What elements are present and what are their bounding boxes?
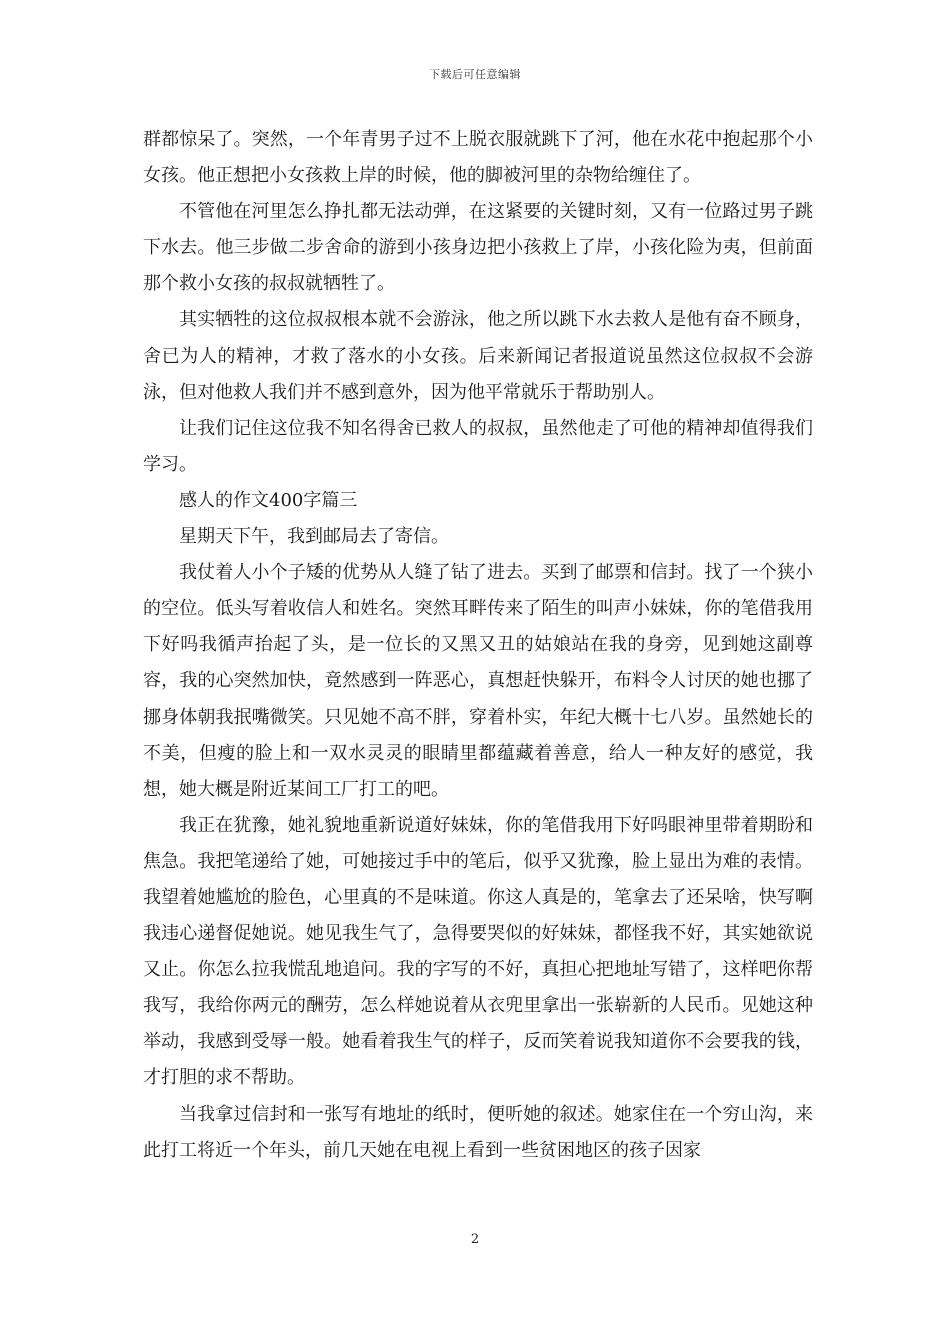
paragraph: 当我拿过信封和一张写有地址的纸时，便听她的叙述。她家住在一个穷山沟，来此打工将近一个年头，前几天她在电视上看到一些贫困地区的孩子因家	[143, 1103, 813, 1161]
page-header: 下载后可任意编辑	[429, 68, 521, 81]
page-number: 2	[470, 1232, 480, 1247]
document-body	[143, 122, 813, 1169]
paragraph: 让我们记住这位我不知名得舍已救人的叔叔，虽然他走了可他的精神却值得我们学习。	[143, 417, 813, 475]
paragraph: 群都惊呆了。突然，一个年青男子过不上脱衣服就跳下了河，他在水花中抱起那个小女孩。他正想把小女孩救上岸的时候，他的脚被河里的杂物给缠住了。	[143, 129, 813, 187]
paragraph: 不管他在河里怎么挣扎都无法动弹，在这紧要的关键时刻，又有一位路过男子跳下水去。他三步做二步舍命的游到小孩身边把小孩救上了岸，小孩化险为夷，但前面那个救小女孩的叔叔就牺牲了。	[143, 201, 813, 295]
paragraph: 我仗着人小个子矮的优势从人缝了钻了进去。买到了邮票和信封。找了一个狭小的空位。低头写着收信人和姓名。突然耳畔传来了陌生的叫声小妹妹，你的笔借我用下好吗我循声抬起了头，是一位长的又黑又丑的姑娘站在我的身旁，见到她这副尊容，我的心突然加快，竟然感到一阵恶心，真想赶快躲开，布料令人讨厌的她也挪了挪身体朝我抿嘴微笑。只见她不高不胖，穿着朴实，年纪大概十七八岁。虽然她长的不美，但瘦的脸上和一双水灵灵的眼睛里都蕴藏着善意，给人一种友好的感觉，我想，她大概是附近某间工厂打工的吧。	[143, 562, 813, 800]
section-heading: 感人的作文400字篇三	[179, 489, 358, 511]
paragraph: 我正在犹豫，她礼貌地重新说道好妹妹，你的笔借我用下好吗眼神里带着期盼和焦急。我把笔递给了她，可她接过手中的笔后，似乎又犹豫，脸上显出为难的表情。我望着她尴尬的脸色，心里真的不是味道。你这人真是的，笔拿去了还呆啥，快写啊我违心递督促她说。她见我生气了，急得要哭似的好妹妹，都怪我不好，其实她欲说又止。你怎么拉我慌乱地追问。我的字写的不好，真担心把地址写错了，这样吧你帮我写，我给你两元的酬劳，怎么样她说着从衣兜里拿出一张崭新的人民币。见她这种举动，我感到受辱一般。她看着我生气的样子，反而笑着说我知道你不会要我的钱，才打胆的求不帮助。	[143, 814, 813, 1089]
paragraph: 其实牺牲的这位叔叔根本就不会游泳，他之所以跳下水去救人是他有奋不顾身，舍已为人的精神，才救了落水的小女孩。后来新闻记者报道说虽然这位叔叔不会游泳，但对他救人我们并不感到意外，因为他平常就乐于帮助别人。	[143, 309, 813, 403]
paragraph: 星期天下午，我到邮局去了寄信。	[179, 526, 449, 548]
